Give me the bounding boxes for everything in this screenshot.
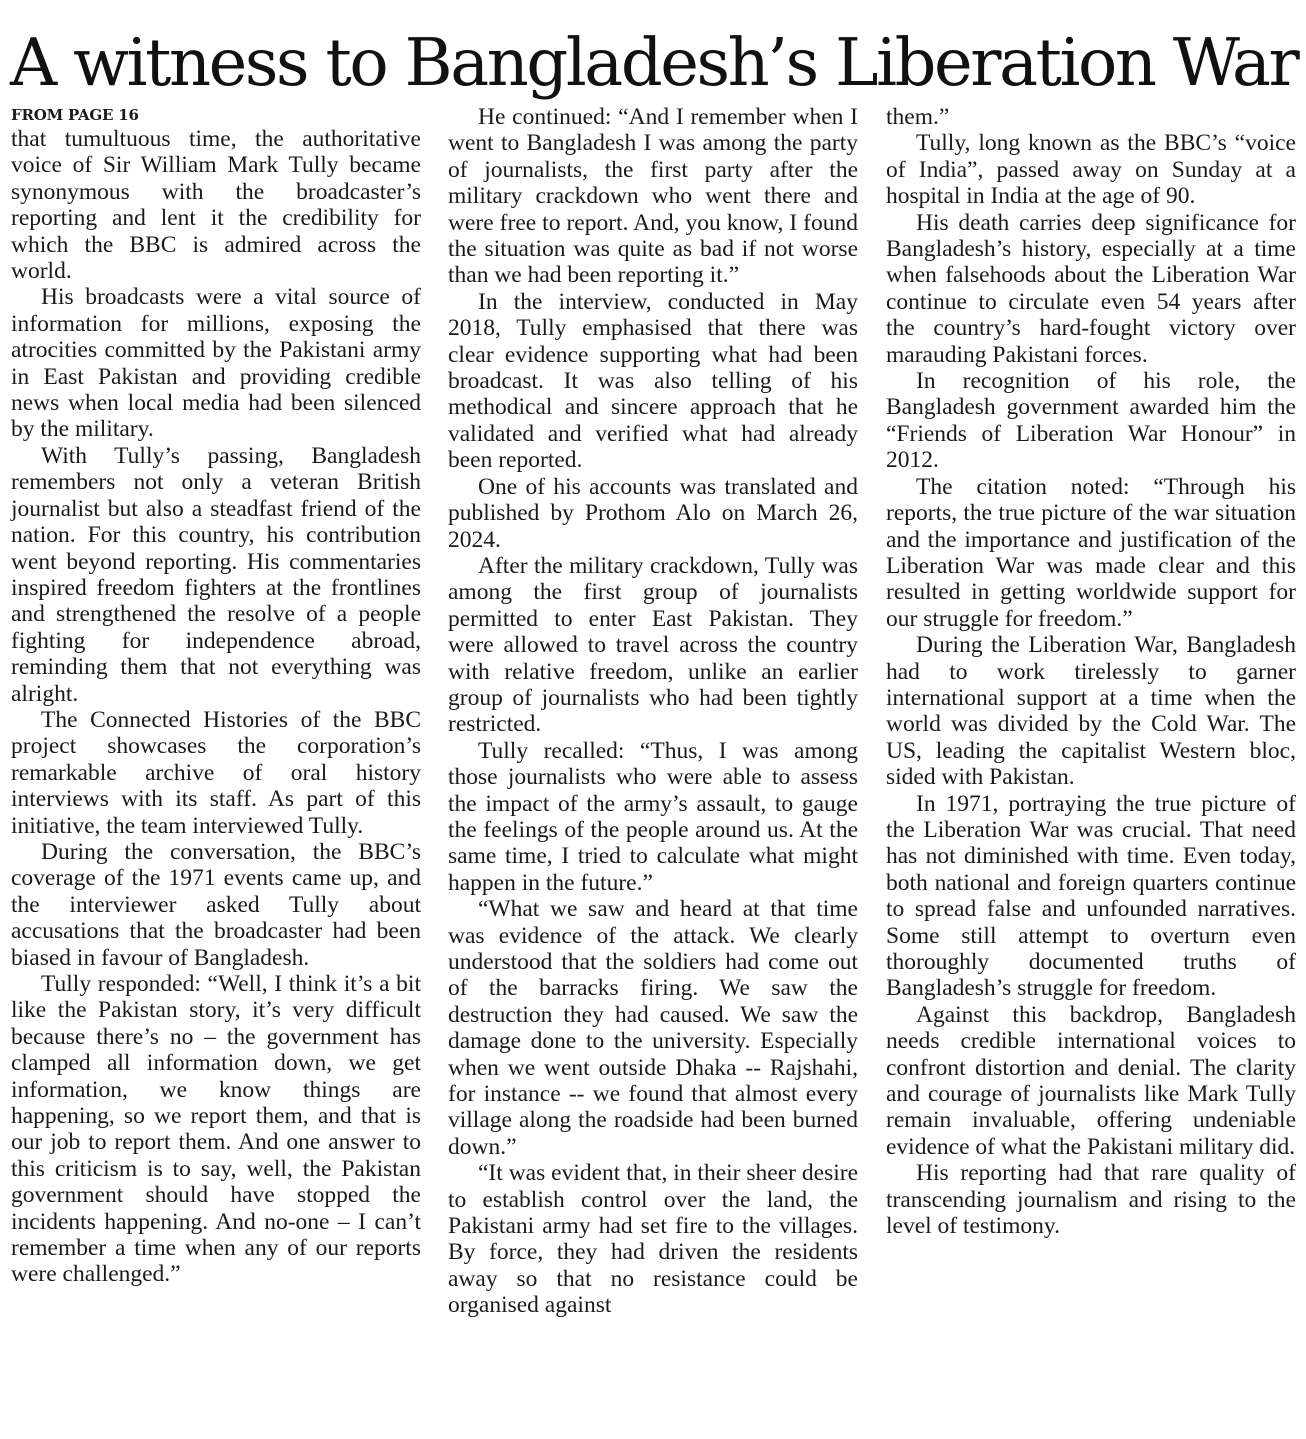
article-column-2 bbox=[448, 104, 858, 1319]
paragraph: Tully responded: “Well, I think it’s a bit like the Pakistan story, it’s very difficult because there’s no – the government has clamped all information down, we get information, we know things are happening, so we report them, and that is our job to report them. And one answer to this criticism is to say, well, the Pakistan government should have stopped the incidents happening. And no-one – I can’t remember a time when any of our reports were challenged.” bbox=[11, 971, 421, 1288]
paragraph: “What we saw and heard at that time was evidence of the attack. We clearly understood that the soldiers had come out of the barracks firing. We saw the destruction they had caused. We saw the damage done to the university. Especially when we went outside Dhaka -- Rajshahi, for instance -- we found that almost every village along the roadside had been burned down.” bbox=[448, 896, 858, 1160]
paragraph: In 1971, portraying the true picture of the Liberation War was crucial. That need has not diminished with time. Even today, both national and foreign quarters continue to spread false and unfounded narratives. Some still attempt to overturn even thoroughly documented truths of Bangladesh’s struggle for freedom. bbox=[886, 790, 1296, 1002]
paragraph: The Connected Histories of the BBC project showcases the corporation’s remarkable archive of oral history interviews with its staff. As part of this initiative, the team interviewed Tully. bbox=[11, 706, 421, 839]
paragraph: One of his accounts was translated and published by Prothom Alo on March 26, 2024. bbox=[448, 473, 858, 553]
article-column-3 bbox=[886, 104, 1296, 1239]
paragraph: His death carries deep significance for Bangladesh’s history, especially at a time when falsehoods about the Liberation War continue to circulate even 54 years after the country’s hard-fought victory over marauding Pakistani forces. bbox=[886, 209, 1296, 368]
paragraph: During the conversation, the BBC’s coverage of the 1971 events came up, and the interviewer asked Tully about accusations that the broadcaster had been biased in favour of Bangladesh. bbox=[11, 838, 421, 971]
paragraph: “It was evident that, in their sheer desire to establish control over the land, the Pakistani army had set fire to the villages. By force, they had driven the residents away so that no resistance could be organised against bbox=[448, 1160, 858, 1319]
paragraph: that tumultuous time, the authoritative voice of Sir William Mark Tully became synonymous with the broadcaster’s reporting and lent it the credibility for which the BBC is admired across the world. bbox=[11, 126, 421, 285]
paragraph: He continued: “And I remember when I went to Bangladesh I was among the party of journalists, the first party after the military crackdown who went there and were free to report. And, you know, I found the situation was quite as bad if not worse than we had been reporting it.” bbox=[448, 104, 858, 289]
paragraph: His broadcasts were a vital source of information for millions, exposing the atrocities committed by the Pakistani army in East Pakistan and providing credible news when local media had been silenced by the military. bbox=[11, 284, 421, 443]
paragraph: Tully, long known as the BBC’s “voice of India”, passed away on Sunday at a hospital in India at the age of 90. bbox=[886, 130, 1296, 210]
headline: A witness to Bangladesh’s Liberation War bbox=[10, 25, 1298, 101]
paragraph: The citation noted: “Through his reports, the true picture of the war situation and the importance and justification of the Liberation War was made clear and this resulted in getting worldwide support for our struggle for freedom.” bbox=[886, 473, 1296, 632]
paragraph: After the military crackdown, Tully was among the first group of journalists permitted to enter East Pakistan. They were allowed to travel across the country with relative freedom, unlike an earlier group of journalists who had been tightly restricted. bbox=[448, 552, 858, 738]
paragraph: In recognition of his role, the Bangladesh government awarded him the “Friends of Liberation War Honour” in 2012. bbox=[886, 368, 1296, 474]
paragraph: With Tully’s passing, Bangladesh remembers not only a veteran British journalist but also a steadfast friend of the nation. For this country, his contribution went beyond reporting. His commentaries inspired freedom fighters at the frontlines and strengthened the resolve of a people fighting for independence abroad, reminding them that not everything was alright. bbox=[11, 442, 421, 707]
paragraph: In the interview, conducted in May 2018, Tully emphasised that there was clear evidence supporting what had been broadcast. It was also telling of his methodical and sincere approach that he validated and verified what had already been reported. bbox=[448, 288, 858, 474]
paragraph: them.” bbox=[886, 104, 950, 130]
from-page-label: FROM PAGE 16 bbox=[11, 106, 139, 124]
paragraph: His reporting had that rare quality of transcending journalism and rising to the level of testimony. bbox=[886, 1160, 1296, 1240]
paragraph: Tully recalled: “Thus, I was among those journalists who were able to assess the impact of the army’s assault, to gauge the feelings of the people around us. At the same time, I tried to calculate what might happen in the future.” bbox=[448, 737, 858, 896]
article-column-1 bbox=[11, 104, 421, 1288]
paragraph: Against this backdrop, Bangladesh needs credible international voices to confront distortion and denial. The clarity and courage of journalists like Mark Tully remain invaluable, offering undeniable evidence of what the Pakistani military did. bbox=[886, 1001, 1296, 1160]
paragraph: During the Liberation War, Bangladesh had to work tirelessly to garner international support at a time when the world was divided by the Cold War. The US, leading the capitalist Western bloc, sided with Pakistan. bbox=[886, 632, 1296, 791]
